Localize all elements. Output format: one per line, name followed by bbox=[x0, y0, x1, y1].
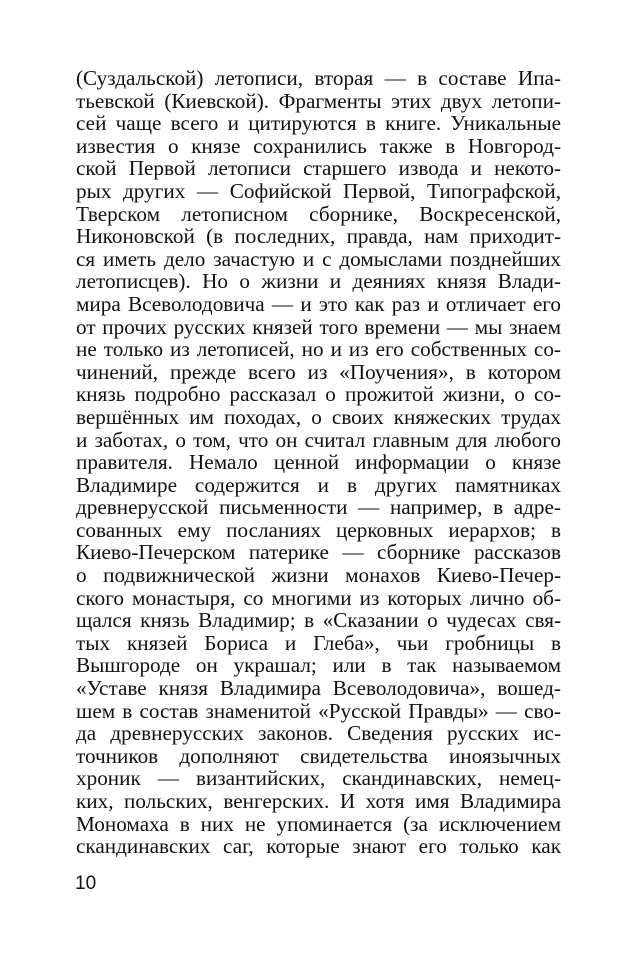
text-line: Владимире содержится и в других памятниках bbox=[76, 472, 561, 497]
text-line: рых других — Софийской Первой, Типографской, bbox=[76, 178, 561, 203]
text-line: щался князь Владимир; в «Сказании о чудесах свя- bbox=[76, 608, 561, 633]
text-line: правителя. Немало ценной информации о князе bbox=[76, 450, 561, 475]
text-line: хроник — византийских, скандинавских, немец- bbox=[76, 766, 561, 791]
body-text bbox=[76, 67, 561, 858]
text-line: шем в состав знаменитой «Русской Правды» — сво- bbox=[76, 698, 561, 723]
text-line: скандинавских саг, которые знают его только как bbox=[76, 834, 561, 859]
text-line: мира Всеволодовича — и это как раз и отличает его bbox=[76, 291, 561, 316]
text-line: Никоновской (в последних, правда, нам приходит- bbox=[76, 224, 561, 249]
text-line: тых князей Бориса и Глеба», чьи гробницы в bbox=[76, 630, 561, 655]
text-line: ской Первой летописи старшего извода и некото- bbox=[76, 156, 561, 181]
text-line: сей чаще всего и цитируются в книге. Уникальные bbox=[76, 111, 561, 136]
text-line: ся иметь дело зачастую и с домыслами позднейших bbox=[76, 246, 561, 271]
text-line: летописцев). Но о жизни и деяниях князя Влади- bbox=[76, 269, 561, 294]
text-line: вершённых им походах, о своих княжеских трудах bbox=[76, 404, 561, 429]
text-line: древнерусской письменности — например, в адре- bbox=[76, 495, 561, 520]
text-line: сованных ему посланиях церковных иерархов; в bbox=[76, 517, 561, 542]
text-line: «Уставе князя Владимира Всеволодовича», вошед- bbox=[76, 676, 561, 701]
text-line: известия о князе сохранились также в Новгород- bbox=[76, 133, 561, 158]
text-line: точников дополняют свидетельства иноязычных bbox=[76, 743, 561, 768]
text-line: чинений, прежде всего из «Поучения», в котором bbox=[76, 359, 561, 384]
text-line: и заботах, о том, что он считал главным для любого bbox=[76, 427, 561, 452]
text-line: ких, польских, венгерских. И хотя имя Владимира bbox=[76, 789, 561, 813]
text-line: Мономаха в них не упоминается (за исключением bbox=[76, 811, 561, 836]
text-line: (Суздальской) летописи, вторая — в составе Ипа- bbox=[76, 66, 561, 90]
text-line: не только из летописей, но и из его собственных со- bbox=[76, 337, 561, 362]
text-line: князь подробно рассказал о прожитой жизни, о со- bbox=[76, 382, 561, 407]
page-number: 10 bbox=[75, 873, 97, 894]
text-line: о подвижнической жизни монахов Киево-Печер- bbox=[76, 563, 561, 588]
text-line: ского монастыря, со многими из которых лично об- bbox=[76, 585, 561, 610]
text-line: от прочих русских князей того времени — мы знаем bbox=[76, 314, 561, 339]
text-line: да древнерусских законов. Сведения русских ис- bbox=[76, 721, 561, 746]
text-line: Киево-Печерском патерике — сборнике рассказов bbox=[76, 540, 561, 565]
text-line: тьевской (Киевской). Фрагменты этих двух летопи- bbox=[76, 88, 561, 113]
text-line: Тверском летописном сборнике, Воскресенской, bbox=[76, 201, 561, 226]
text-line: Вышгороде он украшал; или в так называемом bbox=[76, 653, 561, 678]
